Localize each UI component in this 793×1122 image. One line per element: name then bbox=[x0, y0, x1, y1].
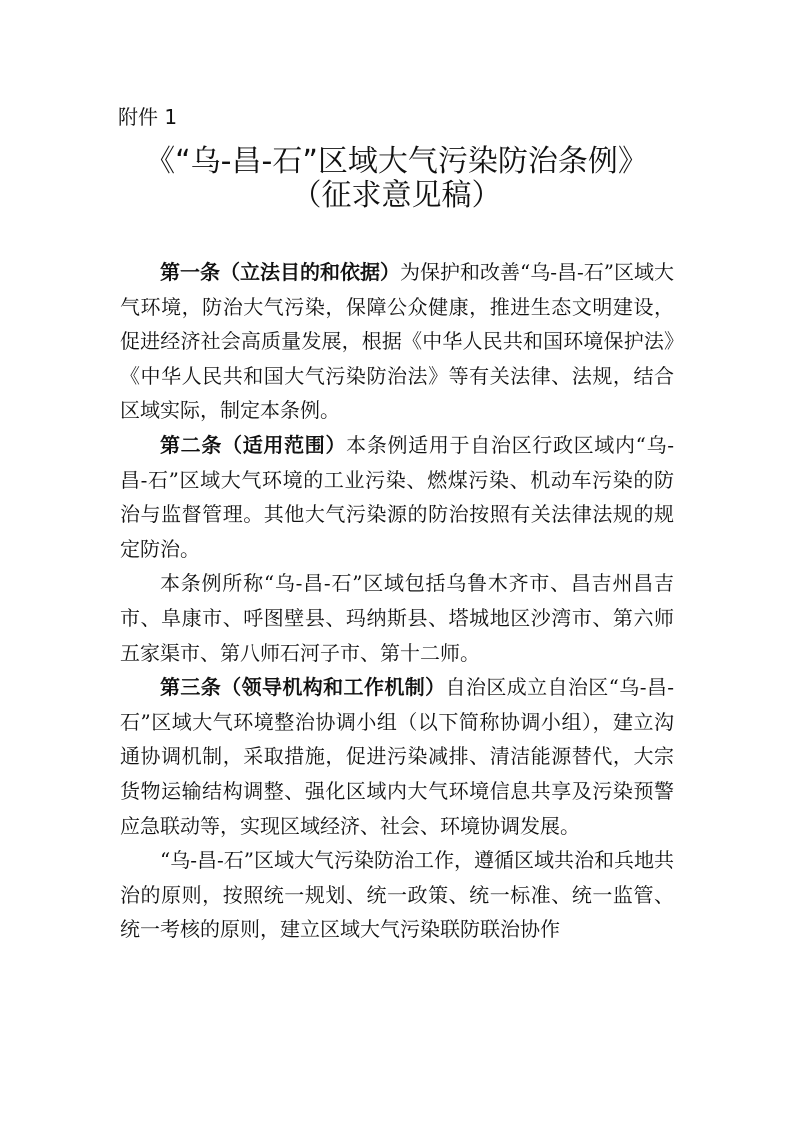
document-title: 《“乌-昌-石”区域大气污染防治条例》 bbox=[145, 144, 648, 179]
document-body bbox=[120, 255, 674, 947]
article-1-text: 为保护和改善“乌-昌-石”区域大气环境，防治大气污染，保障公众健康，推进生态文明建设，促进经济社会高质量发展，根据《中华人民共和国环境保护法》《中华人民共和国大气污染防治法》等有关法律、法规，结合区域实际，制定本条例。 bbox=[120, 260, 674, 423]
attachment-label: 附件 1 bbox=[118, 105, 178, 129]
document-subtitle: （征求意见稿） bbox=[291, 178, 502, 213]
article-3-paragraph bbox=[120, 670, 674, 843]
article-2-paragraph bbox=[120, 428, 674, 566]
article-2-region-paragraph bbox=[120, 566, 674, 670]
article-3-heading: 第三条（领导机构和工作机制） bbox=[160, 675, 446, 700]
article-2-region-text: 本条例所称“乌-昌-石”区域包括乌鲁木齐市、昌吉州昌吉市、阜康市、呼图壁县、玛纳斯县、塔城地区沙湾市、第六师五家渠市、第八师石河子市、第十二师。 bbox=[120, 571, 674, 665]
article-2-heading: 第二条（适用范围） bbox=[160, 432, 347, 457]
article-3-principle-text: “乌-昌-石”区域大气污染防治工作，遵循区域共治和兵地共治的原则，按照统一规划、统一政策、统一标准、统一监管、统一考核的原则，建立区域大气污染联防联治协作 bbox=[120, 848, 674, 942]
article-3-text: 自治区成立自治区“乌-昌-石”区域大气环境整治协调小组（以下简称协调小组），建立沟通协调机制，采取措施，促进污染减排、清洁能源替代，大宗货物运输结构调整、强化区域内大气环境信息共享及污染预警应急联动等，实现区域经济、社会、环境协调发展。 bbox=[120, 675, 675, 838]
article-3-principle-paragraph bbox=[120, 843, 674, 947]
article-1-paragraph bbox=[120, 255, 674, 428]
article-1-heading: 第一条（立法目的和依据） bbox=[160, 260, 401, 284]
article-2-text: 本条例适用于自治区行政区域内“乌-昌-石”区域大气环境的工业污染、燃煤污染、机动车污染的防治与监督管理。其他大气污染源的防治按照有关法律法规的规定防治。 bbox=[120, 432, 675, 561]
